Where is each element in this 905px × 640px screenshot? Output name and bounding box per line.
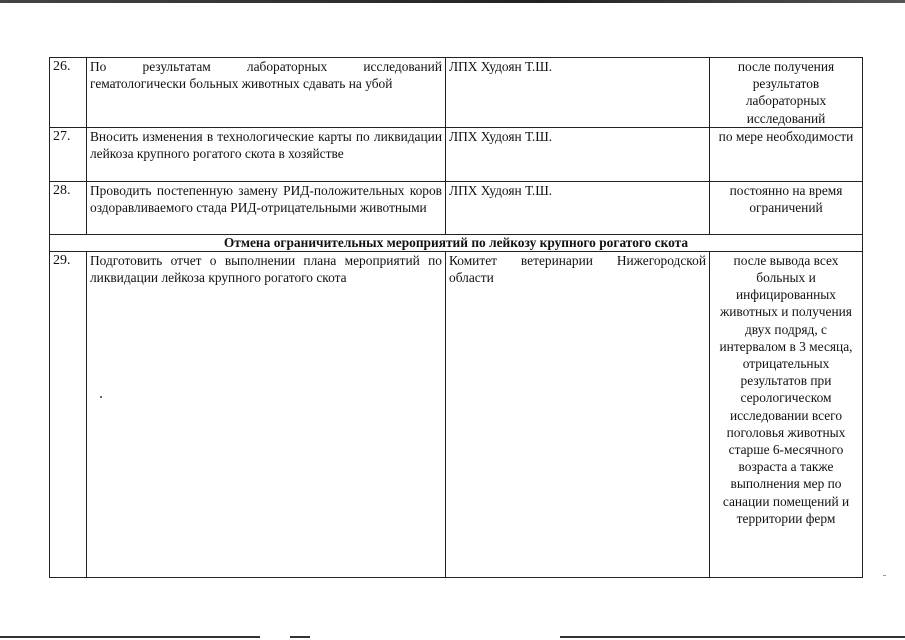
table-row [50, 58, 863, 128]
section-header-row [50, 234, 863, 251]
task-cell: Вносить изменения в технологические карты по ликвидации лейкоза крупного рогатого скота в хозяйстве [87, 127, 446, 181]
responsible-cell: ЛПХ Худоян Т.Ш. [446, 181, 710, 234]
row-number: 26. [50, 58, 87, 128]
scan-border-segment [290, 636, 310, 638]
measures-table [49, 57, 863, 578]
term-cell: после вывода всех больных и инфицированных животных и получения двух подряд, с интервалом в 3 месяца, отрицательных результатов при серологическом исследовании всего поголовья животных старше 6-месячного возраста а также выполнения мер по санации помещений и территории ферм [710, 251, 863, 577]
scan-border-segment [560, 636, 905, 638]
section-title: Отмена ограничительных мероприятий по лейкозу крупного рогатого скота [50, 234, 863, 251]
scan-speck [100, 396, 102, 398]
row-number: 29. [50, 251, 87, 577]
scan-border-top [0, 0, 905, 3]
table-row [50, 251, 863, 577]
task-cell: Проводить постепенную замену РИД-положительных коров оздоравливаемого стада РИД-отрицательными животными [87, 181, 446, 234]
term-cell: после получения результатов лабораторных исследований [710, 58, 863, 128]
term-cell: постоянно на время ограничений [710, 181, 863, 234]
scan-border-segment [0, 636, 260, 638]
task-cell: По результатам лабораторных исследований гематологически больных животных сдавать на убой [87, 58, 446, 128]
row-number: 27. [50, 127, 87, 181]
scan-speck [883, 575, 886, 576]
responsible-cell: ЛПХ Худоян Т.Ш. [446, 58, 710, 128]
task-cell: Подготовить отчет о выполнении плана мероприятий по ликвидации лейкоза крупного рогатого скота [87, 251, 446, 577]
row-number: 28. [50, 181, 87, 234]
responsible-cell: ЛПХ Худоян Т.Ш. [446, 127, 710, 181]
responsible-cell: Комитет ветеринарии Нижегородской области [446, 251, 710, 577]
term-cell: по мере необходимости [710, 127, 863, 181]
table-row [50, 127, 863, 181]
table-row [50, 181, 863, 234]
scan-border-bottom [0, 636, 905, 640]
